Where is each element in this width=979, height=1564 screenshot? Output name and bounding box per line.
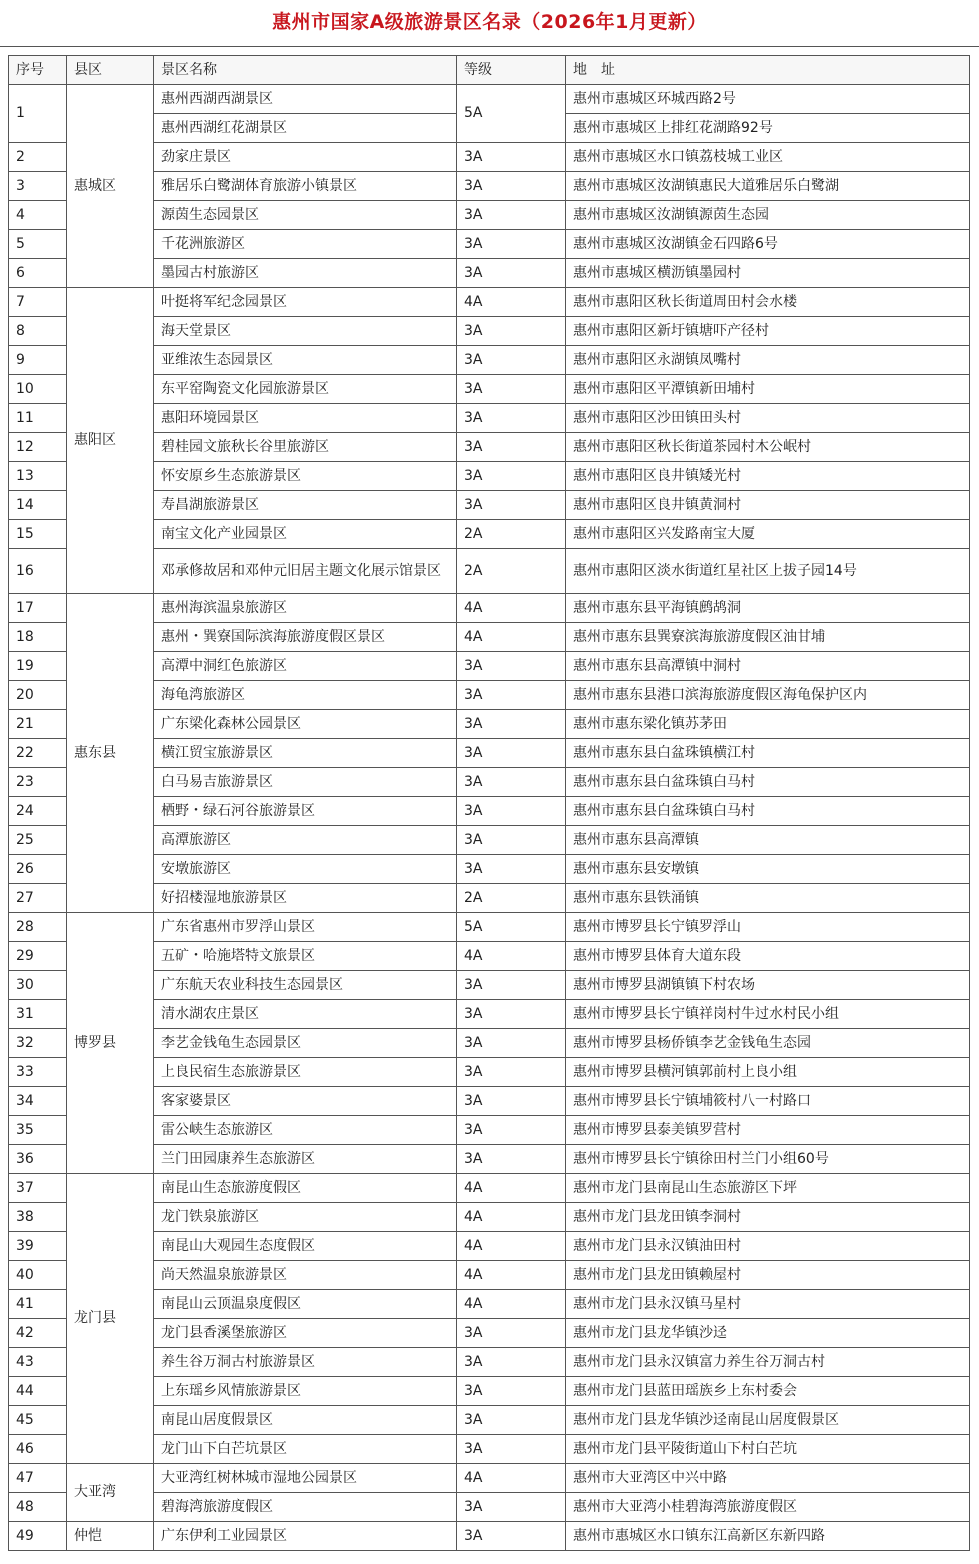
grade-cell: 4A [457, 1464, 566, 1493]
row-number: 34 [9, 1087, 67, 1116]
table-row [9, 1029, 970, 1058]
address-cell: 惠州市龙门县永汉镇油田村 [566, 1232, 970, 1261]
scenic-name: 白马易吉旅游景区 [154, 768, 457, 797]
scenic-name: 惠州・巽寮国际滨海旅游度假区景区 [154, 623, 457, 652]
scenic-name: 南昆山生态旅游度假区 [154, 1174, 457, 1203]
header-name: 景区名称 [154, 56, 457, 85]
grade-cell: 4A [457, 1290, 566, 1319]
grade-cell: 3A [457, 433, 566, 462]
address-cell: 惠州市惠东县白盆珠镇白马村 [566, 797, 970, 826]
grade-cell: 3A [457, 1435, 566, 1464]
grade-cell: 2A [457, 520, 566, 549]
grade-cell: 3A [457, 491, 566, 520]
address-cell: 惠州市大亚湾区中兴中路 [566, 1464, 970, 1493]
scenic-name: 客家婆景区 [154, 1087, 457, 1116]
row-number: 49 [9, 1522, 67, 1551]
address-cell: 惠州市博罗县横河镇郭前村上良小组 [566, 1058, 970, 1087]
row-number: 40 [9, 1261, 67, 1290]
grade-cell: 2A [457, 884, 566, 913]
header-district: 县区 [67, 56, 154, 85]
address-cell: 惠州市惠阳区淡水街道红星社区上拔子园14号 [566, 549, 970, 594]
grade-cell: 3A [457, 652, 566, 681]
grade-cell: 3A [457, 346, 566, 375]
address-cell: 惠州市惠城区水口镇荔枝城工业区 [566, 143, 970, 172]
address-cell: 惠州市惠东县高潭镇 [566, 826, 970, 855]
table-row [9, 1319, 970, 1348]
address-cell: 惠州市博罗县泰美镇罗营村 [566, 1116, 970, 1145]
row-number: 37 [9, 1174, 67, 1203]
table-row [9, 1435, 970, 1464]
row-number: 28 [9, 913, 67, 942]
address-cell: 惠州市博罗县湖镇镇下村农场 [566, 971, 970, 1000]
grade-cell: 3A [457, 462, 566, 491]
row-number: 20 [9, 681, 67, 710]
grade-cell: 5A [457, 85, 566, 143]
grade-cell: 4A [457, 1232, 566, 1261]
scenic-name: 雷公峡生态旅游区 [154, 1116, 457, 1145]
grade-cell: 3A [457, 826, 566, 855]
table-body [9, 85, 970, 1551]
address-cell: 惠州市惠阳区良井镇矮光村 [566, 462, 970, 491]
district-cell: 仲恺 [67, 1522, 154, 1551]
grade-cell: 3A [457, 404, 566, 433]
scenic-name: 劲家庄景区 [154, 143, 457, 172]
address-cell: 惠州市龙门县蓝田瑶族乡上东村委会 [566, 1377, 970, 1406]
scenic-area-table [8, 55, 970, 1551]
scenic-name: 惠州西湖西湖景区 [154, 85, 457, 114]
table-row [9, 491, 970, 520]
scenic-name: 龙门铁泉旅游区 [154, 1203, 457, 1232]
table-row [9, 942, 970, 971]
table-row [9, 1522, 970, 1551]
row-number: 23 [9, 768, 67, 797]
page-title: 惠州市国家A级旅游景区名录（2026年1月更新） [272, 10, 707, 33]
table-row [9, 1174, 970, 1203]
row-number: 21 [9, 710, 67, 739]
row-number: 39 [9, 1232, 67, 1261]
table-row [9, 1290, 970, 1319]
row-number: 25 [9, 826, 67, 855]
scenic-name: 尚天然温泉旅游景区 [154, 1261, 457, 1290]
table-row [9, 855, 970, 884]
scenic-name: 寿昌湖旅游景区 [154, 491, 457, 520]
table-row [9, 971, 970, 1000]
table-row [9, 1000, 970, 1029]
scenic-name: 高潭旅游区 [154, 826, 457, 855]
scenic-name: 广东梁化森林公园景区 [154, 710, 457, 739]
grade-cell: 3A [457, 1377, 566, 1406]
row-number: 1 [9, 85, 67, 143]
grade-cell: 3A [457, 201, 566, 230]
scenic-name: 养生谷万洞古村旅游景区 [154, 1348, 457, 1377]
address-cell: 惠州市大亚湾小桂碧海湾旅游度假区 [566, 1493, 970, 1522]
row-number: 18 [9, 623, 67, 652]
grade-cell: 4A [457, 594, 566, 623]
address-cell: 惠州市博罗县长宁镇祥岗村牛过水村民小组 [566, 1000, 970, 1029]
scenic-name: 怀安原乡生态旅游景区 [154, 462, 457, 491]
table-row [9, 826, 970, 855]
table-row [9, 230, 970, 259]
table-row [9, 652, 970, 681]
scenic-name: 南昆山云顶温泉度假区 [154, 1290, 457, 1319]
row-number: 41 [9, 1290, 67, 1319]
row-number: 14 [9, 491, 67, 520]
address-cell: 惠州市惠阳区兴发路南宝大厦 [566, 520, 970, 549]
address-cell: 惠州市惠东县白盆珠镇横江村 [566, 739, 970, 768]
grade-cell: 2A [457, 549, 566, 594]
address-cell: 惠州市龙门县平陵街道山下村白芒坑 [566, 1435, 970, 1464]
header-address: 地 址 [566, 56, 970, 85]
grade-cell: 3A [457, 681, 566, 710]
address-cell: 惠州市惠东县港口滨海旅游度假区海龟保护区内 [566, 681, 970, 710]
grade-cell: 3A [457, 259, 566, 288]
grade-cell: 3A [457, 1493, 566, 1522]
row-number: 5 [9, 230, 67, 259]
table-row [9, 739, 970, 768]
row-number: 32 [9, 1029, 67, 1058]
row-number: 35 [9, 1116, 67, 1145]
grade-cell: 3A [457, 1406, 566, 1435]
scenic-name: 横江贸宝旅游景区 [154, 739, 457, 768]
scenic-name: 惠州西湖红花湖景区 [154, 114, 457, 143]
grade-cell: 3A [457, 855, 566, 884]
address-cell: 惠州市惠东梁化镇苏茅田 [566, 710, 970, 739]
row-number: 2 [9, 143, 67, 172]
grade-cell: 3A [457, 1029, 566, 1058]
table-row [9, 913, 970, 942]
address-cell: 惠州市惠城区横沥镇墨园村 [566, 259, 970, 288]
scenic-name: 龙门县香溪堡旅游区 [154, 1319, 457, 1348]
scenic-name: 南宝文化产业园景区 [154, 520, 457, 549]
grade-cell: 4A [457, 942, 566, 971]
row-number: 3 [9, 172, 67, 201]
grade-cell: 3A [457, 768, 566, 797]
grade-cell: 3A [457, 797, 566, 826]
address-cell: 惠州市惠城区上排红花湖路92号 [566, 114, 970, 143]
address-cell: 惠州市博罗县长宁镇徐田村兰门小组60号 [566, 1145, 970, 1174]
scenic-name: 龙门山下白芒坑景区 [154, 1435, 457, 1464]
grade-cell: 3A [457, 1087, 566, 1116]
scenic-name: 广东省惠州市罗浮山景区 [154, 913, 457, 942]
row-number: 30 [9, 971, 67, 1000]
grade-cell: 4A [457, 1174, 566, 1203]
table-row [9, 710, 970, 739]
scenic-name: 上东瑶乡风情旅游景区 [154, 1377, 457, 1406]
scenic-name: 五矿・哈施塔特文旅景区 [154, 942, 457, 971]
address-cell: 惠州市惠阳区沙田镇田头村 [566, 404, 970, 433]
title-bar [0, 0, 979, 40]
scenic-name: 邓承修故居和邓仲元旧居主题文化展示馆景区 [154, 549, 457, 594]
address-cell: 惠州市龙门县永汉镇马星村 [566, 1290, 970, 1319]
grade-cell: 4A [457, 1203, 566, 1232]
row-number: 44 [9, 1377, 67, 1406]
scenic-name: 碧桂园文旅秋长谷里旅游区 [154, 433, 457, 462]
address-cell: 惠州市惠阳区秋长街道茶园村木公岷村 [566, 433, 970, 462]
row-number: 47 [9, 1464, 67, 1493]
scenic-name: 源茵生态园景区 [154, 201, 457, 230]
scenic-name: 东平窑陶瓷文化园旅游景区 [154, 375, 457, 404]
grade-cell: 3A [457, 317, 566, 346]
table-row [9, 1232, 970, 1261]
header-grade: 等级 [457, 56, 566, 85]
row-number: 11 [9, 404, 67, 433]
table-row [9, 1261, 970, 1290]
scenic-name: 南昆山大观园生态度假区 [154, 1232, 457, 1261]
district-cell: 博罗县 [67, 913, 154, 1174]
address-cell: 惠州市惠东县高潭镇中洞村 [566, 652, 970, 681]
address-cell: 惠州市惠阳区平潭镇新田埔村 [566, 375, 970, 404]
table-row [9, 1058, 970, 1087]
row-number: 8 [9, 317, 67, 346]
row-number: 48 [9, 1493, 67, 1522]
row-number: 46 [9, 1435, 67, 1464]
grade-cell: 3A [457, 1116, 566, 1145]
grade-cell: 3A [457, 739, 566, 768]
table-row [9, 172, 970, 201]
scenic-name: 大亚湾红树林城市湿地公园景区 [154, 1464, 457, 1493]
scenic-name: 惠州海滨温泉旅游区 [154, 594, 457, 623]
address-cell: 惠州市惠东县平海镇鹧鸪洞 [566, 594, 970, 623]
table-row [9, 259, 970, 288]
grade-cell: 3A [457, 1348, 566, 1377]
district-cell: 龙门县 [67, 1174, 154, 1464]
address-cell: 惠州市惠东县铁涌镇 [566, 884, 970, 913]
grade-cell: 4A [457, 1261, 566, 1290]
address-cell: 惠州市惠阳区秋长街道周田村会水楼 [566, 288, 970, 317]
grade-cell: 3A [457, 375, 566, 404]
address-cell: 惠州市龙门县龙田镇李洞村 [566, 1203, 970, 1232]
scenic-name: 惠阳环境园景区 [154, 404, 457, 433]
address-cell: 惠州市龙门县南昆山生态旅游区下坪 [566, 1174, 970, 1203]
row-number: 42 [9, 1319, 67, 1348]
table-row [9, 594, 970, 623]
address-cell: 惠州市龙门县龙田镇赖屋村 [566, 1261, 970, 1290]
scenic-name: 千花洲旅游区 [154, 230, 457, 259]
table-row [9, 1348, 970, 1377]
row-number: 19 [9, 652, 67, 681]
scenic-name: 兰门田园康养生态旅游区 [154, 1145, 457, 1174]
table-row [9, 85, 970, 114]
header-no: 序号 [9, 56, 67, 85]
row-number: 36 [9, 1145, 67, 1174]
grade-cell: 3A [457, 971, 566, 1000]
address-cell: 惠州市博罗县杨侨镇李艺金钱龟生态园 [566, 1029, 970, 1058]
scenic-name: 南昆山居度假景区 [154, 1406, 457, 1435]
address-cell: 惠州市惠城区汝湖镇源茵生态园 [566, 201, 970, 230]
table-row [9, 768, 970, 797]
address-cell: 惠州市博罗县体育大道东段 [566, 942, 970, 971]
row-number: 16 [9, 549, 67, 594]
grade-cell: 4A [457, 623, 566, 652]
address-cell: 惠州市惠阳区新圩镇塘吓产径村 [566, 317, 970, 346]
row-number: 10 [9, 375, 67, 404]
table-row [9, 1203, 970, 1232]
address-cell: 惠州市惠城区汝湖镇金石四路6号 [566, 230, 970, 259]
scenic-name: 海龟湾旅游区 [154, 681, 457, 710]
row-number: 24 [9, 797, 67, 826]
grade-cell: 3A [457, 230, 566, 259]
table-row [9, 346, 970, 375]
grade-cell: 4A [457, 288, 566, 317]
scenic-name: 海天堂景区 [154, 317, 457, 346]
row-number: 43 [9, 1348, 67, 1377]
address-cell: 惠州市龙门县永汉镇富力养生谷万洞古村 [566, 1348, 970, 1377]
address-cell: 惠州市龙门县龙华镇沙迳南昆山居度假景区 [566, 1406, 970, 1435]
scenic-name: 亚维浓生态园景区 [154, 346, 457, 375]
row-number: 31 [9, 1000, 67, 1029]
table-row [9, 681, 970, 710]
table-row [9, 462, 970, 491]
district-cell: 惠东县 [67, 594, 154, 913]
scenic-name: 墨园古村旅游区 [154, 259, 457, 288]
grade-cell: 3A [457, 1058, 566, 1087]
grade-cell: 3A [457, 172, 566, 201]
table-row [9, 143, 970, 172]
scenic-name: 栖野・绿石河谷旅游景区 [154, 797, 457, 826]
table-row [9, 884, 970, 913]
row-number: 13 [9, 462, 67, 491]
table-row [9, 317, 970, 346]
row-number: 22 [9, 739, 67, 768]
table-row [9, 1145, 970, 1174]
table-row [9, 375, 970, 404]
scenic-name: 安墩旅游区 [154, 855, 457, 884]
scenic-name: 李艺金钱龟生态园景区 [154, 1029, 457, 1058]
row-number: 33 [9, 1058, 67, 1087]
grade-cell: 3A [457, 1522, 566, 1551]
table-row [9, 201, 970, 230]
address-cell: 惠州市惠城区环城西路2号 [566, 85, 970, 114]
district-cell: 惠城区 [67, 85, 154, 288]
grade-cell: 3A [457, 710, 566, 739]
table-row [9, 1087, 970, 1116]
table-row [9, 797, 970, 826]
title-divider [0, 46, 979, 47]
scenic-name: 清水湖农庄景区 [154, 1000, 457, 1029]
scenic-name: 碧海湾旅游度假区 [154, 1493, 457, 1522]
row-number: 4 [9, 201, 67, 230]
table-row [9, 520, 970, 549]
grade-cell: 5A [457, 913, 566, 942]
row-number: 9 [9, 346, 67, 375]
header-row [9, 56, 970, 85]
scenic-name: 叶挺将军纪念园景区 [154, 288, 457, 317]
district-cell: 大亚湾 [67, 1464, 154, 1522]
table-row [9, 404, 970, 433]
table-row [9, 1377, 970, 1406]
scenic-name: 广东航天农业科技生态园景区 [154, 971, 457, 1000]
table-row [9, 549, 970, 594]
table-row [9, 1406, 970, 1435]
row-number: 12 [9, 433, 67, 462]
address-cell: 惠州市惠东县白盆珠镇白马村 [566, 768, 970, 797]
scenic-name: 雅居乐白鹭湖体育旅游小镇景区 [154, 172, 457, 201]
grade-cell: 3A [457, 1319, 566, 1348]
scenic-name: 高潭中洞红色旅游区 [154, 652, 457, 681]
address-cell: 惠州市博罗县长宁镇埔筱村八一村路口 [566, 1087, 970, 1116]
scenic-name: 好招楼湿地旅游景区 [154, 884, 457, 913]
address-cell: 惠州市惠城区汝湖镇惠民大道雅居乐白鹭湖 [566, 172, 970, 201]
address-cell: 惠州市惠阳区良井镇黄洞村 [566, 491, 970, 520]
table-row [9, 288, 970, 317]
row-number: 27 [9, 884, 67, 913]
address-cell: 惠州市博罗县长宁镇罗浮山 [566, 913, 970, 942]
scenic-name: 上良民宿生态旅游景区 [154, 1058, 457, 1087]
grade-cell: 3A [457, 1145, 566, 1174]
row-number: 45 [9, 1406, 67, 1435]
row-number: 29 [9, 942, 67, 971]
row-number: 6 [9, 259, 67, 288]
table-row [9, 623, 970, 652]
row-number: 15 [9, 520, 67, 549]
row-number: 17 [9, 594, 67, 623]
table-row [9, 1116, 970, 1145]
row-number: 7 [9, 288, 67, 317]
grade-cell: 3A [457, 143, 566, 172]
address-cell: 惠州市惠东县巽寮滨海旅游度假区油甘埔 [566, 623, 970, 652]
scenic-name: 广东伊利工业园景区 [154, 1522, 457, 1551]
table-row [9, 433, 970, 462]
table-row [9, 1493, 970, 1522]
address-cell: 惠州市惠阳区永湖镇凤嘴村 [566, 346, 970, 375]
address-cell: 惠州市惠城区水口镇东江高新区东新四路 [566, 1522, 970, 1551]
district-cell: 惠阳区 [67, 288, 154, 594]
row-number: 38 [9, 1203, 67, 1232]
address-cell: 惠州市龙门县龙华镇沙迳 [566, 1319, 970, 1348]
address-cell: 惠州市惠东县安墩镇 [566, 855, 970, 884]
grade-cell: 3A [457, 1000, 566, 1029]
row-number: 26 [9, 855, 67, 884]
table-row [9, 1464, 970, 1493]
